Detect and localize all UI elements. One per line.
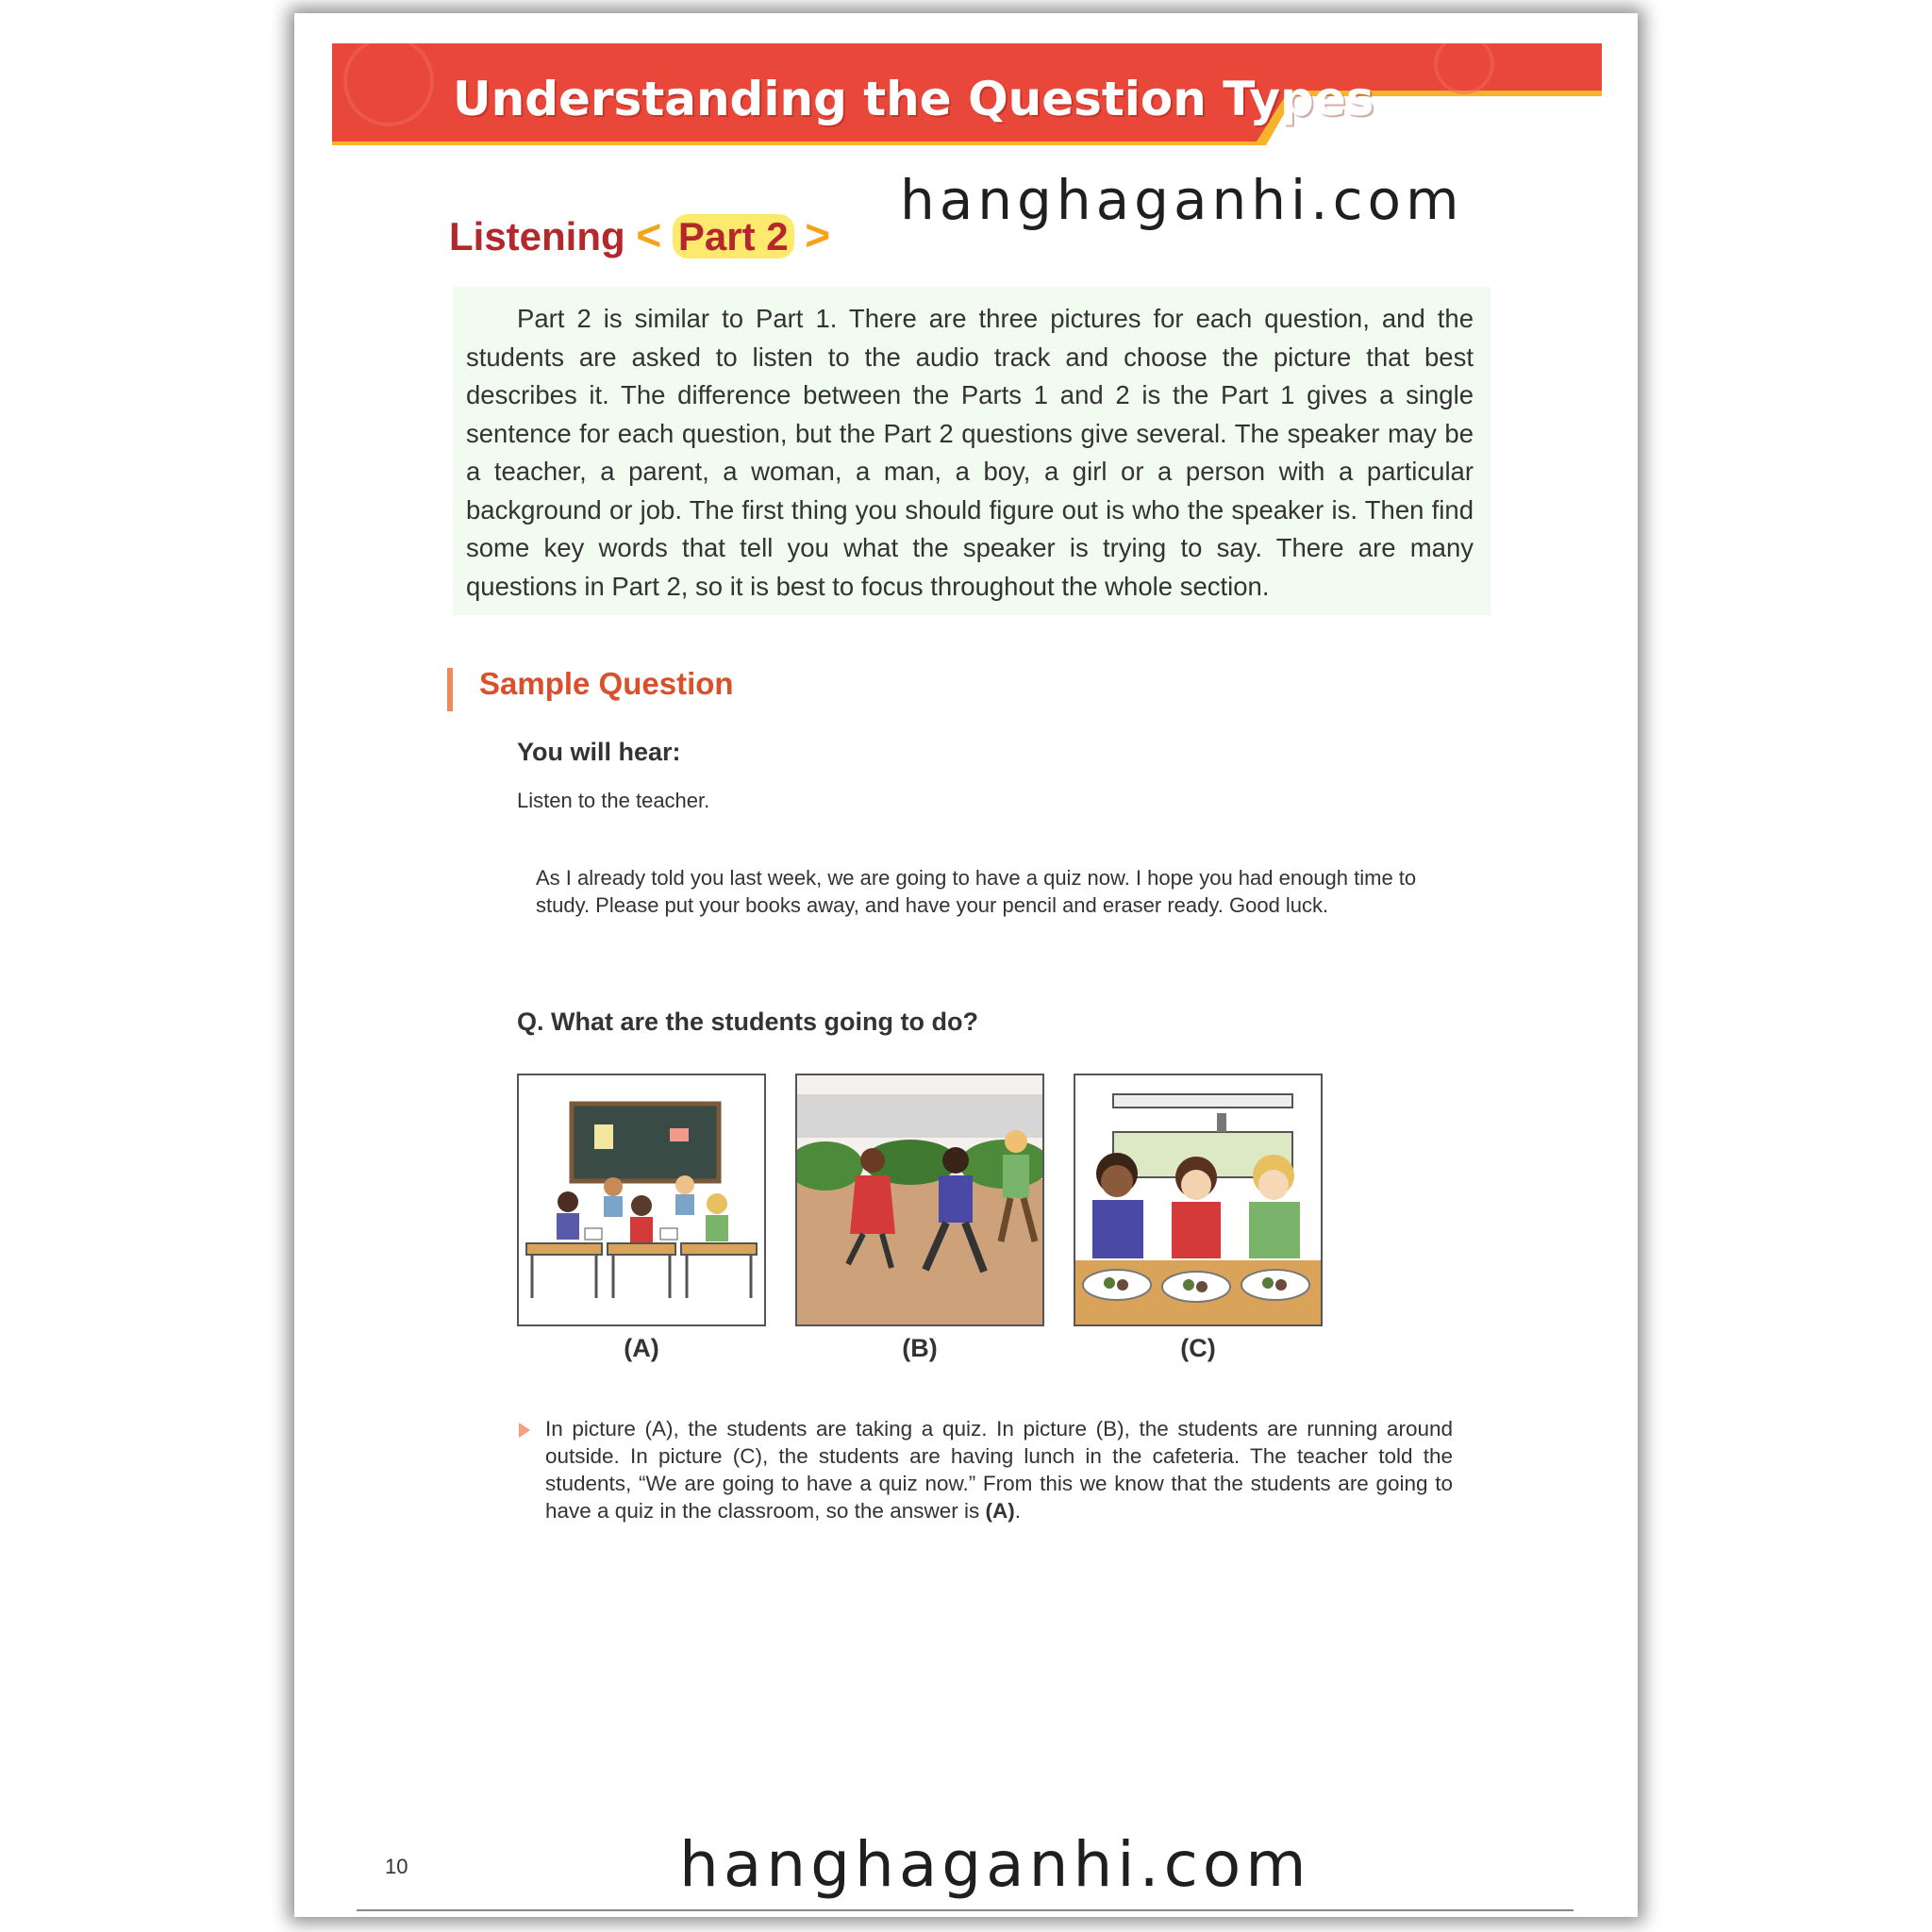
watermark-top: hanghaganhi.com — [900, 168, 1464, 232]
page-header-title: Understanding the Question Types — [453, 72, 1374, 126]
explanation-end: . — [1014, 1499, 1021, 1523]
triangle-bullet-icon — [519, 1423, 530, 1438]
picture-c-label: (C) — [1180, 1334, 1216, 1362]
picture-a-classroom — [517, 1074, 766, 1326]
audio-transcript: As I already told you last week, we are going to have a quiz now. I hope you had enough time to study. Please put your books away, and have your pencil and eraser ready. Good luck. — [536, 866, 1417, 917]
section-heading-prefix: Listening — [449, 214, 625, 258]
part-label: Part 2 — [673, 214, 794, 258]
book-page — [294, 13, 1638, 1917]
listen-instruction: Listen to the teacher. — [517, 789, 710, 812]
picture-b-label: (B) — [902, 1334, 938, 1362]
question-text: Q. What are the students going to do? — [517, 1008, 978, 1036]
bracket-open: < — [636, 210, 662, 259]
bottom-divider — [357, 1909, 1574, 1911]
explanation-text: In picture (A), the students are taking a quiz. In picture (B), the students are running around outside. In picture (C), the students are having lunch in the cafeteria. The teacher told the students, “We are going to have a quiz now.” From this we know that the students are going to have a quiz in the classroom, so the answer is — [545, 1417, 1453, 1523]
picture-b-running-outside — [795, 1074, 1044, 1326]
watermark-bottom: hanghaganhi.com — [679, 1828, 1311, 1901]
picture-c-cafeteria — [1074, 1074, 1323, 1326]
sample-question-title: Sample Question — [479, 666, 734, 701]
answer-label: (A) — [985, 1499, 1015, 1523]
sample-accent-bar — [447, 668, 453, 711]
bracket-close: > — [805, 210, 831, 259]
picture-a-label: (A) — [624, 1334, 659, 1362]
intro-paragraph: Part 2 is similar to Part 1. There are three pictures for each question, and the students are asked to listen to the audio track and choose the picture that best describes it. The difference between the Parts 1 and 2 is the Part 1 gives a single sentence for each question, but the Part 2 questions give several. The speaker may be a teacher, a parent, a woman, a man, a boy, a girl or a person with a particular background or job. The first thing you should figure out is who the speaker is. Then find some key words that tell you what the speaker is trying to say. There are many questions in Part 2, so it is best to focus throughout the whole section. — [466, 304, 1474, 601]
header-banner — [332, 43, 1602, 147]
answer-explanation — [545, 1415, 1453, 1524]
section-heading — [449, 209, 830, 260]
you-will-hear-label: You will hear: — [517, 738, 681, 766]
page-number: 10 — [385, 1855, 408, 1878]
